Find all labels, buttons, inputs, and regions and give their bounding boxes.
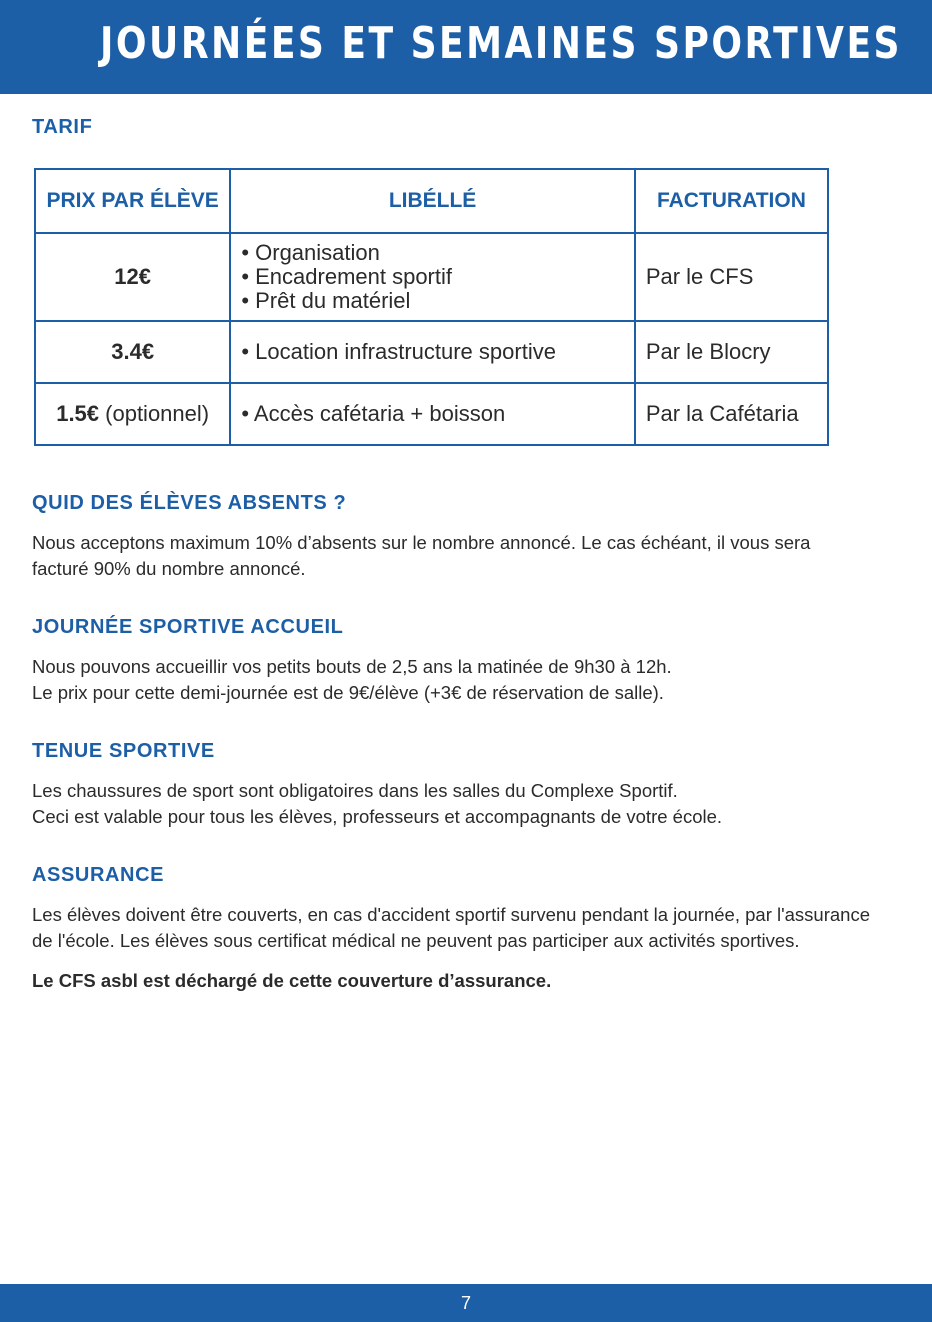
- price-cell: [35, 321, 230, 383]
- section-assurance: [32, 860, 872, 994]
- billing-cell: Par la Cafétaria: [635, 383, 828, 445]
- column-header-price: PRIX PAR ÉLÈVE: [35, 169, 230, 233]
- table-row: [35, 321, 828, 383]
- section-text-assurance: Les élèves doivent être couverts, en cas d'accident sportif survenu pendant la journée, par l'assurance de l'école. Les élèves sous certificat médical ne peuvent pas participer aux activités sportives.: [32, 904, 871, 951]
- section-absents: [32, 488, 872, 582]
- label-item: • Location infrastructure sportive: [241, 339, 556, 364]
- section-text-tenue-line-1: Les chaussures de sport sont obligatoires dans les salles du Complexe Sportif.: [32, 780, 678, 801]
- section-text-accueil-line-1: Nous pouvons accueillir vos petits bouts de 2,5 ans la matinée de 9h30 à 12h.: [32, 656, 672, 677]
- column-header-billing: FACTURATION: [635, 169, 828, 233]
- table-row: [35, 233, 828, 321]
- section-text-absents: Nous acceptons maximum 10% d’absents sur le nombre annoncé. Le cas échéant, il vous sera facturé 90% du nombre annoncé.: [32, 532, 811, 579]
- section-title-tenue: TENUE SPORTIVE: [32, 740, 215, 762]
- section-title-accueil: JOURNÉE SPORTIVE ACCUEIL: [32, 616, 344, 638]
- footer-banner: [0, 1284, 932, 1322]
- column-header-label: LIBÉLLÉ: [230, 169, 635, 233]
- page-title: JOURNÉES ET SEMAINES SPORTIVES: [100, 18, 902, 69]
- label-item: • Organisation: [241, 240, 380, 265]
- label-cell: [230, 321, 635, 383]
- price-cell: [35, 233, 230, 321]
- page-content: [32, 112, 872, 994]
- tarif-header-row: [35, 169, 828, 233]
- section-text-tenue-line-2: Ceci est valable pour tous les élèves, professeurs et accompagnants de votre école.: [32, 806, 723, 827]
- price-cell: [35, 383, 230, 445]
- top-banner: [0, 0, 932, 94]
- billing-cell: Par le Blocry: [635, 321, 828, 383]
- billing-cell: Par le CFS: [635, 233, 828, 321]
- label-cell: [230, 383, 635, 445]
- tarif-title: TARIF: [32, 116, 93, 138]
- price-value: 3.4€: [111, 339, 155, 364]
- section-accueil: [32, 612, 872, 706]
- section-title-assurance: ASSURANCE: [32, 864, 165, 886]
- price-note: (optionnel): [99, 401, 210, 426]
- label-item: • Encadrement sportif: [241, 264, 452, 289]
- section-tenue: [32, 736, 872, 830]
- price-value: 12€: [114, 264, 152, 289]
- section-text-accueil-line-2: Le prix pour cette demi-journée est de 9€/élève (+3€ de réservation de salle).: [32, 682, 664, 703]
- tarif-table: [34, 168, 829, 446]
- table-row: [35, 383, 828, 445]
- label-cell: [230, 233, 635, 321]
- label-item: • Prêt du matériel: [241, 288, 411, 313]
- label-item: • Accès cafétaria + boisson: [241, 401, 506, 426]
- page-number: 7: [460, 1293, 471, 1313]
- section-title-absents: QUID DES ÉLÈVES ABSENTS ?: [32, 492, 347, 514]
- price-value: 1.5€: [56, 401, 100, 426]
- assurance-disclaimer: Le CFS asbl est déchargé de cette couverture d’assurance.: [32, 970, 552, 991]
